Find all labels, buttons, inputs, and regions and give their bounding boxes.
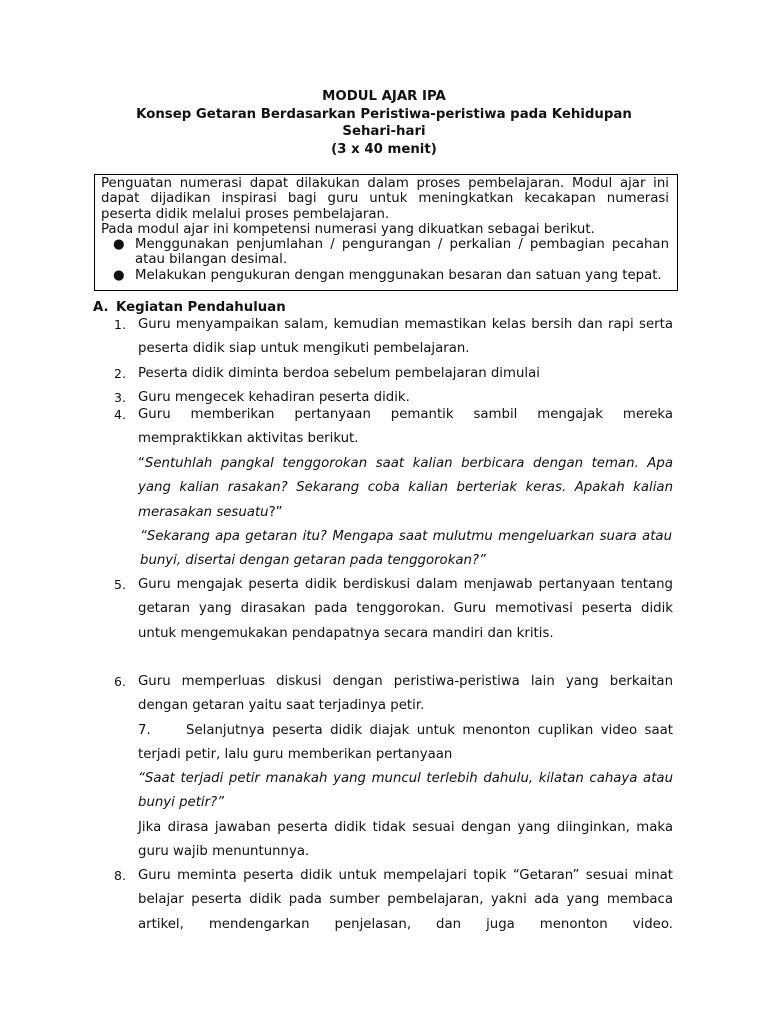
competency-list [101, 237, 669, 283]
item-text: Selanjutnya peserta didik diajak untuk menonton cuplikan video saat terjadi petir, lalu guru memberikan pertanyaan [138, 723, 673, 763]
quote-open: “ [138, 456, 145, 471]
item-text: Guru menyampaikan salam, kemudian memastikan kelas bersih dan rapi serta peserta didik siap untuk mengikuti pembelajaran. [138, 317, 673, 357]
document-header [0, 88, 768, 158]
teacher-note: Jika dirasa jawaban peserta didik tidak sesuai dengan yang diinginkan, maka guru wajib menuntunnya. [138, 820, 673, 860]
box-intro: Penguatan numerasi dapat dilakukan dalam proses pembelajaran. Modul ajar ini dapat dijadikan inspirasi bagi guru untuk meningkatkan kecakapan numerasi peserta didik melalui proses pembelajaran. [101, 176, 669, 222]
item-number: 2. [114, 366, 126, 381]
item-text: Guru mengajak peserta didik berdiskusi dalam menjawab pertanyaan tentang getaran yang dirasakan pada tenggorokan. Guru memotivasi peserta didik untuk mengemukakan pendapatnya secara mandiri dan kritis. [138, 577, 673, 641]
bullet-icon: ● [113, 267, 125, 283]
module-subtitle-line1: Konsep Getaran Berdasarkan Peristiwa-peristiwa pada Kehidupan [136, 106, 632, 122]
list-item-5 [114, 573, 673, 646]
list-item-7 [138, 719, 673, 768]
item-text: Guru meminta peserta didik untuk mempelajari topik “Getaran” sesuai minat belajar peserta didik pada sumber pembelajaran, yakni ada yang membaca artikel, mendengarkan penjelasan, dan juga menonton video. [138, 868, 673, 932]
item-text: Guru mengecek kehadiran peserta didik. [138, 390, 410, 405]
competency-text: Melakukan pengukuran dengan menggunakan besaran dan satuan yang tepat. [135, 267, 662, 283]
item-number: 5. [114, 577, 126, 592]
list-item-2 [114, 362, 673, 386]
section-title: Kegiatan Pendahuluan [116, 300, 286, 315]
item-text: Guru memperluas diskusi dengan peristiwa-peristiwa lain yang berkaitan dengan getaran yaitu saat terjadinya petir. [138, 674, 673, 714]
pemantik-question [138, 452, 673, 525]
list-item-6 [114, 670, 673, 719]
item-text: Guru memberikan pertanyaan pemantik sambil mengajak mereka mempraktikkan aktivitas berikut. [138, 407, 673, 447]
item-number: 6. [114, 674, 126, 689]
item-number: 7. [138, 723, 151, 738]
list-item-8 [114, 864, 673, 937]
item-text: Peserta didik diminta berdoa sebelum pembelajaran dimulai [138, 366, 540, 381]
competency-item [101, 268, 669, 283]
module-subtitle-line2: Sehari-hari [342, 124, 426, 139]
item-number: 8. [114, 868, 126, 883]
petir-question: “Saat terjadi petir manakah yang muncul terlebih dahulu, kilatan cahaya atau bunyi petir?” [138, 771, 673, 811]
bullet-icon: ● [113, 237, 125, 253]
competency-text: Menggunakan penjumlahan / pengurangan / perkalian / pembagian pecahan atau bilangan desimal. [135, 237, 669, 268]
quote-close: ?” [268, 504, 283, 520]
item-number: 3. [114, 390, 126, 405]
list-item-1 [114, 313, 673, 362]
module-duration: (3 x 40 menit) [331, 141, 437, 157]
pemantik-quote: Sentuhlah pangkal tenggorokan saat kalian berbicara dengan teman. Apa yang kalian rasakan? Sekarang coba kalian berteriak keras. Apakah kalian merasakan sesuatu [138, 456, 673, 520]
list-item-4 [114, 403, 673, 452]
section-letter: A. [93, 300, 109, 315]
box-lead: Pada modul ajar ini kompetensi numerasi yang dikuatkan sebagai berikut. [101, 221, 595, 237]
item-number: 1. [114, 317, 126, 332]
module-title: MODUL AJAR IPA [322, 89, 446, 104]
numeracy-box [94, 174, 678, 291]
getaran-question: “Sekarang apa getaran itu? Mengapa saat mulutmu mengeluarkan suara atau bunyi, disertai dengan getaran pada tenggorokan?” [140, 529, 672, 569]
item-number: 4. [114, 407, 126, 422]
competency-item [101, 237, 669, 268]
